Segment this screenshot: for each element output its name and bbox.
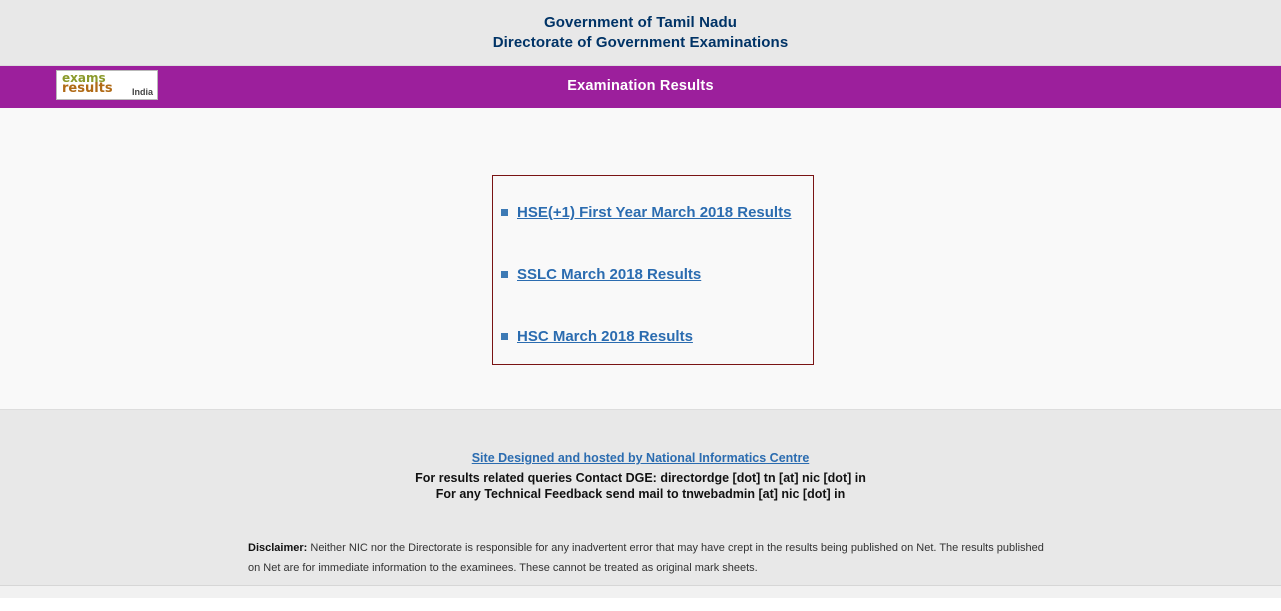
main-content — [0, 108, 1281, 409]
header-line-2: Directorate of Government Examinations — [492, 34, 789, 51]
bullet-square-icon — [501, 333, 508, 340]
disclaimer-label: Disclaimer: — [248, 542, 308, 554]
nic-credit-link[interactable]: Site Designed and hosted by National Informatics Centre — [471, 451, 810, 465]
disclaimer — [248, 538, 1049, 578]
logo-word-exams: exams — [62, 71, 106, 85]
link-sslc-march-2018[interactable]: SSLC March 2018 Results — [517, 266, 702, 283]
bullet-square-icon — [501, 271, 508, 278]
site-footer — [0, 409, 1281, 598]
examination-results-band — [0, 66, 1281, 108]
site-header — [0, 0, 1281, 66]
footer-contact-line-2: For any Technical Feedback send mail to tnwebadmin [at] nic [dot] in — [435, 486, 846, 501]
result-link-row-3[interactable] — [501, 328, 693, 345]
footer-contact-line-1: For results related queries Contact DGE: directordge [dot] tn [at] nic [dot] in — [415, 471, 866, 485]
bottom-strip — [0, 585, 1281, 598]
band-title: Examination Results — [567, 78, 714, 94]
footer-top — [0, 410, 1281, 502]
logo-word-india: India — [131, 87, 153, 97]
footer-contact — [0, 471, 1281, 502]
results-links-box — [492, 175, 814, 365]
link-hse-first-year-march-2018[interactable]: HSE(+1) First Year March 2018 Results — [517, 204, 792, 221]
bullet-square-icon — [501, 209, 508, 216]
link-hsc-march-2018[interactable]: HSC March 2018 Results — [517, 328, 693, 345]
disclaimer-text: Neither NIC nor the Directorate is responsible for any inadvertent error that may have crept in the results being published on Net. The results published on Net are for immediate information to the examinees. These cannot be treated as original mark sheets. — [248, 542, 1044, 574]
logo-word-results: results — [62, 81, 113, 96]
result-link-row-2[interactable] — [501, 266, 701, 283]
header-line-1: Government of Tamil Nadu — [544, 14, 737, 31]
result-link-row-1[interactable] — [501, 204, 791, 221]
